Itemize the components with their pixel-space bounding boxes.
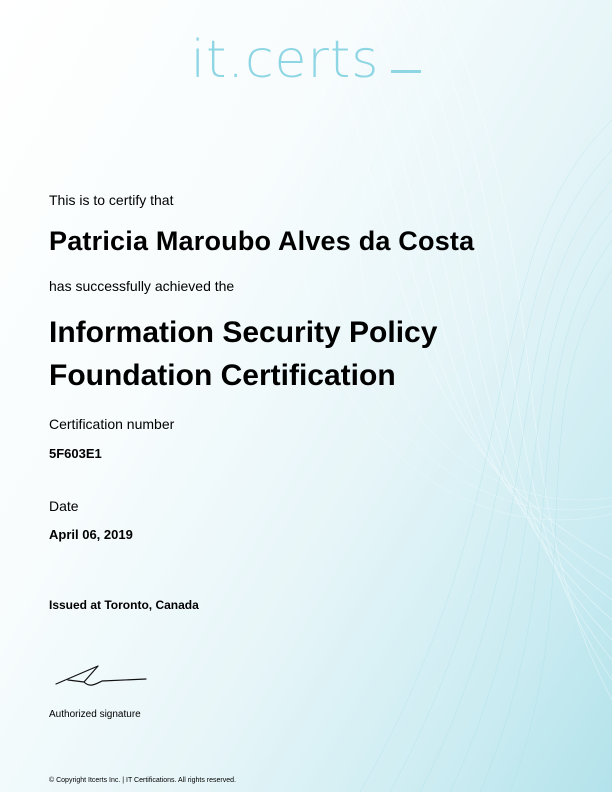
recipient-name: Patricia Maroubo Alves da Costa bbox=[49, 226, 475, 256]
logo-text: it.certs bbox=[190, 30, 380, 90]
logo-underscore-mark bbox=[391, 70, 421, 73]
authorized-signature-graphic bbox=[54, 662, 150, 690]
certification-title bbox=[49, 311, 437, 397]
authorized-signature-label: Authorized signature bbox=[49, 709, 141, 720]
copyright-footer: © Copyright Itcerts Inc. | IT Certifications. All rights reserved. bbox=[49, 777, 236, 784]
certification-title-line2: Foundation Certification bbox=[49, 359, 396, 392]
certification-number-label: Certification number bbox=[49, 416, 175, 432]
certification-number: 5F603E1 bbox=[49, 446, 102, 461]
certification-title-line1: Information Security Policy bbox=[49, 316, 438, 349]
achieved-text: has successfully achieved the bbox=[49, 278, 235, 294]
date-value: April 06, 2019 bbox=[49, 527, 133, 542]
itcerts-logo bbox=[0, 30, 612, 90]
issued-location: Issued at Toronto, Canada bbox=[49, 598, 199, 612]
certify-intro: This is to certify that bbox=[49, 192, 174, 208]
date-label: Date bbox=[49, 498, 79, 514]
